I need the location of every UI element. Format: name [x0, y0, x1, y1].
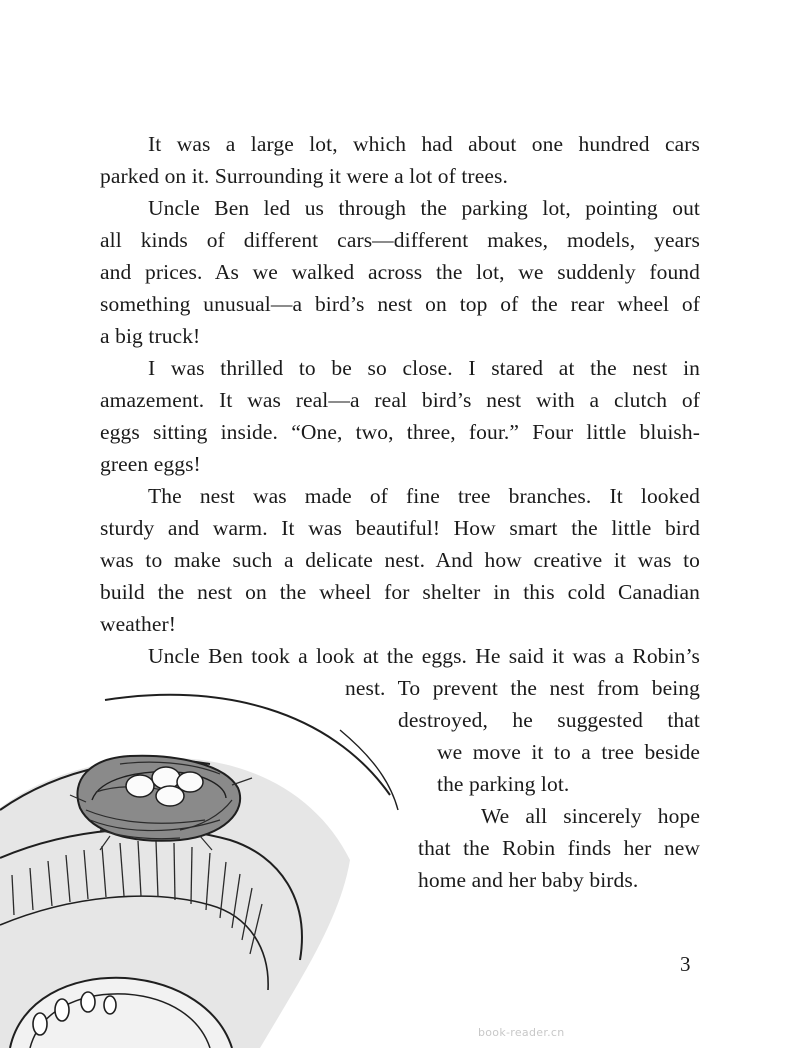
- text-line: destroyed, he suggested that: [398, 708, 700, 732]
- text-line: we move it to a tree beside: [437, 740, 700, 764]
- page-number: 3: [680, 952, 691, 976]
- text-line: sturdy and warm. It was beautiful! How smart the little bird: [100, 516, 700, 540]
- text-line: eggs sitting inside. “One, two, three, four.” Four little bluish-: [100, 420, 700, 444]
- text-line: the parking lot.: [437, 772, 570, 796]
- text-line: amazement. It was real—a real bird’s nest with a clutch of: [100, 388, 700, 412]
- text-line: Uncle Ben led us through the parking lot, pointing out: [148, 196, 700, 220]
- watermark: book-reader.cn: [478, 1026, 565, 1039]
- text-line: We all sincerely hope: [481, 804, 700, 828]
- nest-on-wheel-illustration: [0, 660, 430, 1048]
- text-line: that the Robin finds her new: [418, 836, 700, 860]
- text-line: something unusual—a bird’s nest on top of the rear wheel of: [100, 292, 700, 316]
- text-line: home and her baby birds.: [418, 868, 639, 892]
- text-line: weather!: [100, 612, 176, 636]
- text-line: parked on it. Surrounding it were a lot of trees.: [100, 164, 508, 188]
- text-line: all kinds of different cars—different makes, models, years: [100, 228, 700, 252]
- text-line: and prices. As we walked across the lot, we suddenly found: [100, 260, 700, 284]
- text-line: The nest was made of fine tree branches. It looked: [148, 484, 700, 508]
- text-line: was to make such a delicate nest. And how creative it was to: [100, 548, 700, 572]
- egg: [126, 775, 154, 797]
- text-line: a big truck!: [100, 324, 201, 348]
- text-line: It was a large lot, which had about one hundred cars: [148, 132, 700, 156]
- text-line: nest. To prevent the nest from being: [345, 676, 700, 700]
- egg: [156, 786, 184, 806]
- text-line: I was thrilled to be so close. I stared at the nest in: [148, 356, 700, 380]
- text-line: Uncle Ben took a look at the eggs. He said it was a Robin’s: [148, 644, 700, 668]
- text-line: build the nest on the wheel for shelter in this cold Canadian: [100, 580, 700, 604]
- text-line: green eggs!: [100, 452, 201, 476]
